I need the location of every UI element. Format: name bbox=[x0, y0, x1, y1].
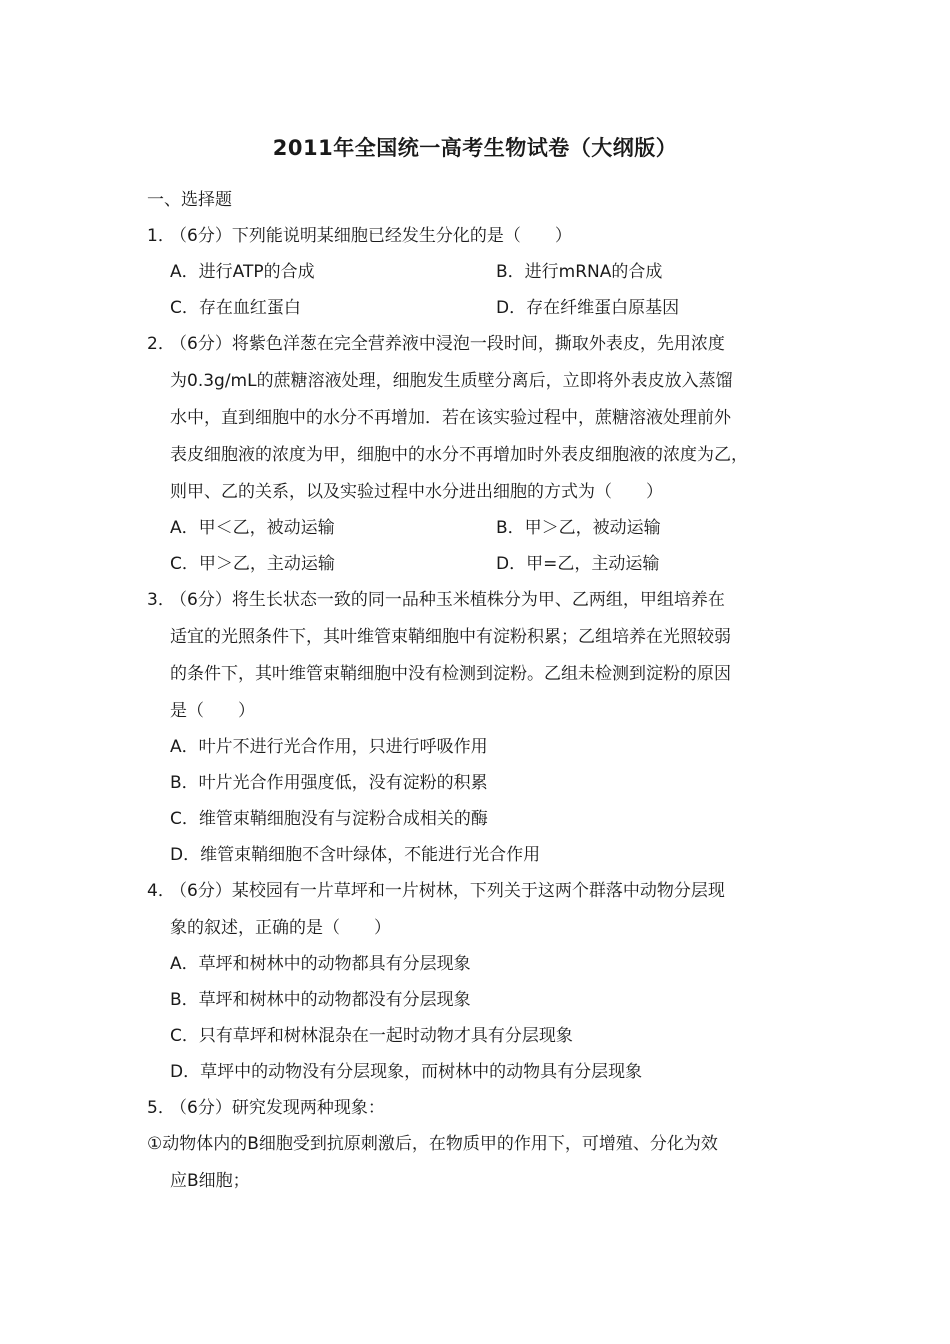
question-5-item-1-cont: 应B细胞； bbox=[170, 1171, 250, 1191]
question-4-line: 象的叙述，正确的是（ ） bbox=[170, 918, 391, 938]
question-1-option-b: B．进行mRNA的合成 bbox=[496, 262, 663, 282]
question-2-number: 2． bbox=[147, 334, 175, 354]
question-2-line: 水中，直到细胞中的水分不再增加．若在该实验过程中，蔗糖溶液处理前外 bbox=[170, 408, 731, 428]
question-3-option-d: D．维管束鞘细胞不含叶绿体，不能进行光合作用 bbox=[170, 845, 541, 865]
question-5-item-1: ①动物体内的B细胞受到抗原刺激后，在物质甲的作用下，可增殖、分化为效 bbox=[147, 1134, 718, 1154]
question-3-number: 3． bbox=[147, 590, 175, 610]
question-1-number: 1． bbox=[147, 226, 175, 246]
question-1-option-a: A．进行ATP的合成 bbox=[170, 262, 315, 282]
question-1-stem: （6分）下列能说明某细胞已经发生分化的是（ ） bbox=[170, 226, 572, 246]
question-1-option-c: C．存在血红蛋白 bbox=[170, 298, 301, 318]
question-2-option-d: D．甲=乙，主动运输 bbox=[496, 554, 660, 574]
question-2-line: （6分）将紫色洋葱在完全营养液中浸泡一段时间，撕取外表皮，先用浓度 bbox=[170, 334, 725, 354]
question-2-option-c: C．甲＞乙，主动运输 bbox=[170, 554, 335, 574]
question-2-line: 表皮细胞液的浓度为甲，细胞中的水分不再增加时外表皮细胞液的浓度为乙， bbox=[170, 445, 748, 465]
question-3-line: 的条件下，其叶维管束鞘细胞中没有检测到淀粉。乙组未检测到淀粉的原因 bbox=[170, 664, 731, 684]
question-3-line: 适宜的光照条件下，其叶维管束鞘细胞中有淀粉积累；乙组培养在光照较弱 bbox=[170, 627, 731, 647]
question-3-option-b: B．叶片光合作用强度低，没有淀粉的积累 bbox=[170, 773, 488, 793]
question-2-option-a: A．甲＜乙，被动运输 bbox=[170, 518, 335, 538]
page-title: 2011年全国统一高考生物试卷（大纲版） bbox=[272, 136, 678, 160]
question-3-option-c: C．维管束鞘细胞没有与淀粉合成相关的酶 bbox=[170, 809, 488, 829]
question-1-option-d: D．存在纤维蛋白原基因 bbox=[496, 298, 680, 318]
question-4-option-a: A．草坪和树林中的动物都具有分层现象 bbox=[170, 954, 471, 974]
question-5-stem: （6分）研究发现两种现象： bbox=[170, 1098, 385, 1118]
question-3-line: 是（ ） bbox=[170, 701, 255, 721]
question-2-line: 则甲、乙的关系，以及实验过程中水分进出细胞的方式为（ ） bbox=[170, 482, 663, 502]
question-3-line: （6分）将生长状态一致的同一品种玉米植株分为甲、乙两组，甲组培养在 bbox=[170, 590, 725, 610]
question-2-option-b: B．甲＞乙，被动运输 bbox=[496, 518, 661, 538]
question-4-option-d: D．草坪中的动物没有分层现象，而树林中的动物具有分层现象 bbox=[170, 1062, 643, 1082]
question-4-option-c: C．只有草坪和树林混杂在一起时动物才具有分层现象 bbox=[170, 1026, 573, 1046]
question-4-line: （6分）某校园有一片草坪和一片树林，下列关于这两个群落中动物分层现 bbox=[170, 881, 725, 901]
section-heading: 一、选择题 bbox=[147, 190, 232, 210]
question-5-number: 5． bbox=[147, 1098, 175, 1118]
question-4-option-b: B．草坪和树林中的动物都没有分层现象 bbox=[170, 990, 471, 1010]
question-2-line: 为0.3g/mL的蔗糖溶液处理，细胞发生质壁分离后，立即将外表皮放入蒸馏 bbox=[170, 371, 733, 391]
question-4-number: 4． bbox=[147, 881, 175, 901]
question-3-option-a: A．叶片不进行光合作用，只进行呼吸作用 bbox=[170, 737, 488, 757]
